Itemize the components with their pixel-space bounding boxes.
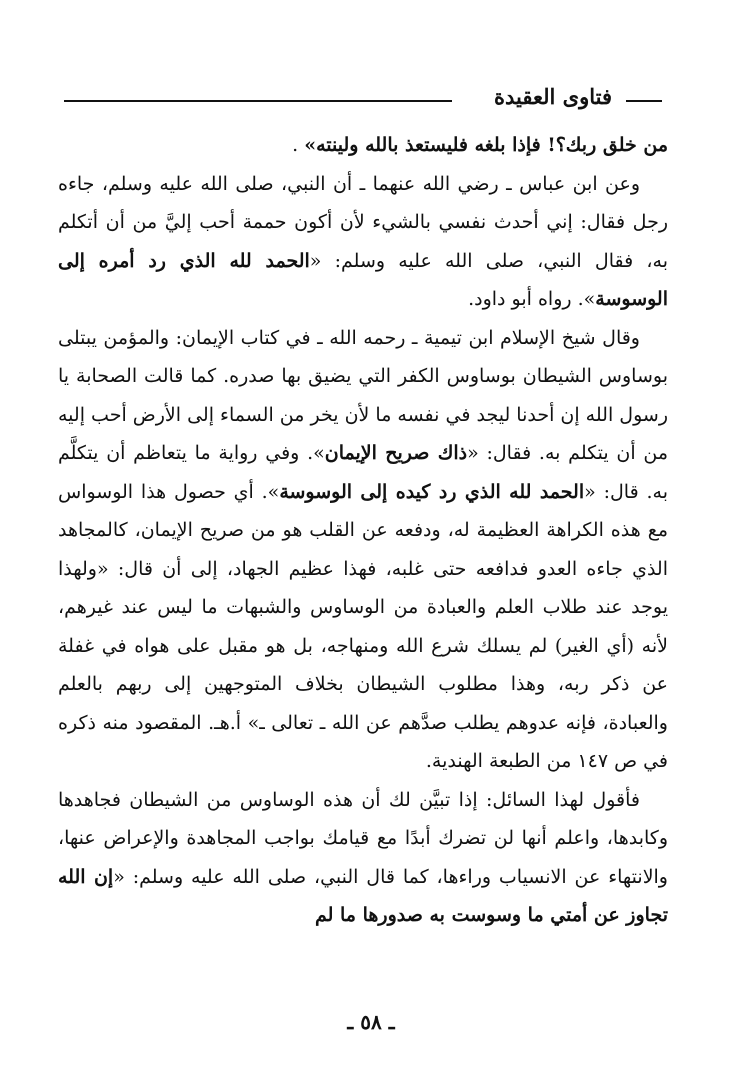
body-text <box>58 126 668 935</box>
hadith-quote: إن الله تجاوز عن أمتي ما وسوست به صدورها ما لم <box>58 865 668 926</box>
hadith-quote: ذاك صريح الإيمان <box>324 442 468 464</box>
text-span: ». رواه أبو داود. <box>468 288 596 310</box>
paragraph-2 <box>58 165 668 319</box>
text-span: فأقول لهذا السائل: إذا تبيَّن لك أن هذه الوساوس من الشيطان فجاهدها وكابدها، واعلم أنها لن تضرك أبدًا مع قيامك بواجب المجاهدة والإعراض عنها، والانتهاء عن الانسياب وراءها، كما قال النبي، صلى الله عليه وسلم: « <box>58 788 668 888</box>
running-header-title: فتاوى العقيدة <box>493 84 612 109</box>
running-header <box>64 82 662 116</box>
page-number: ـ ٥٨ ـ <box>347 1010 395 1034</box>
hadith-quote: الحمد لله الذي رد أمره إلى الوسوسة <box>58 249 668 310</box>
text-span: ». وفي رواية ما يتعاظم أن يتكلَّم به. قال: « <box>58 442 668 503</box>
text-span: ». أي حصول هذا الوسواس مع هذه الكراهة العظيمة له، ودفعه عن القلب هو من صريح الإيمان، كالمجاهد الذي جاءه العدو فدافعه حتى غلبه، فهذا عظيم الجهاد، إلى أن قال: «ولهذا يوجد عند طلاب العلم والعبادة من الوساوس والشبهات ما ليس عند غيرهم، لأنه (أي الغير) لم يسلك شرع الله ومنهاجه، بل هو مقبل على هواه في غفلة عن ذكر ربه، وهذا مطلوب الشيطان بخلاف المتوجهين إلى ربهم بالعلم والعبادة، فإنه عدوهم يطلب صدَّهم عن الله ـ تعالى ـ» أ.هـ. المقصود منه ذكره في ص ١٤٧ من الطبعة الهندية. <box>58 480 668 772</box>
header-rule-right <box>626 100 662 102</box>
paragraph-4 <box>58 781 668 935</box>
paragraph-1 <box>58 126 668 165</box>
text-span: وقال شيخ الإسلام ابن تيمية ـ رحمه الله ـ في كتاب الإيمان: والمؤمن يبتلى بوساوس الشيطان بوساوس الكفر التي يضيق بها صدره. كما قالت الصحابة يا رسول الله إن أحدنا ليجد في نفسه ما لأن يخر من السماء إلى الأرض أحب إليه من أن يتكلم به. فقال: « <box>58 326 668 464</box>
hadith-quote: من خلق ربك؟! فإذا بلغه فليستعذ بالله ولينته» <box>304 134 668 156</box>
text-span: وعن ابن عباس ـ رضي الله عنهما ـ أن النبي، صلى الله عليه وسلم، جاءه رجل فقال: إني أحدث نفسي بالشيء لأن أكون حممة أحب إليَّ من أن أتكلم به، فقال النبي، صلى الله عليه وسلم: « <box>58 172 668 272</box>
hadith-quote: الحمد لله الذي رد كيده إلى الوسوسة <box>279 480 585 503</box>
header-rule-left <box>64 100 452 102</box>
paragraph-3 <box>58 319 668 781</box>
text-span: . <box>292 134 305 156</box>
